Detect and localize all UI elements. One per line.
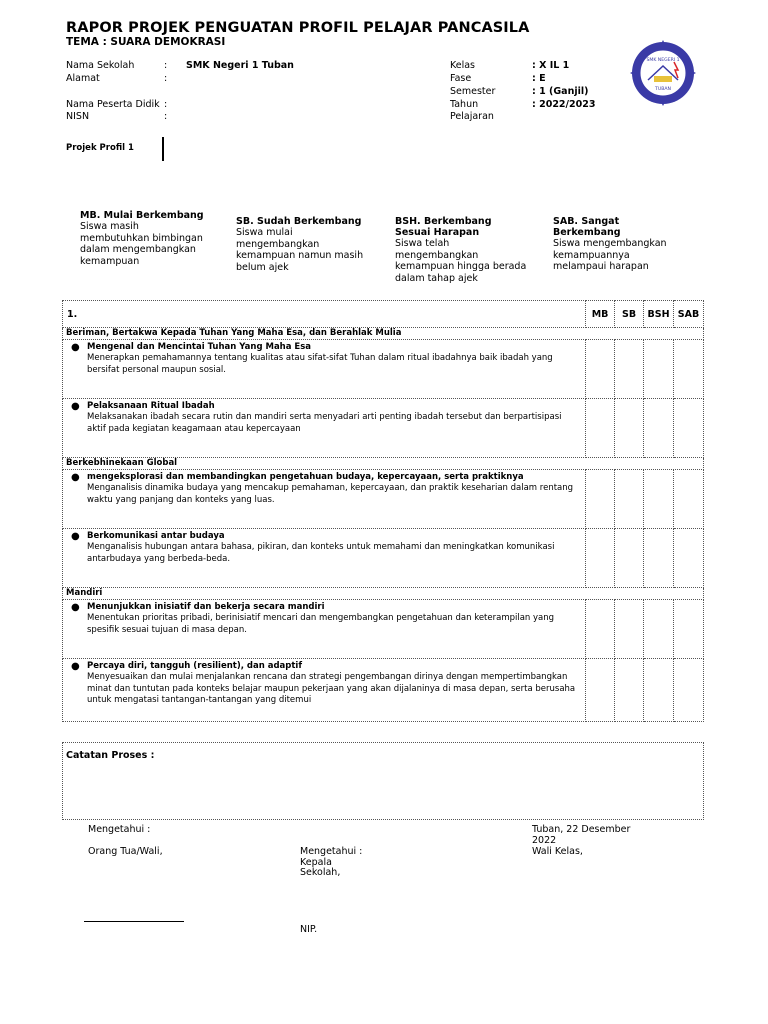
- scale-sb: [236, 216, 368, 273]
- element-desc: Menganalisis hubungan antara bahasa, pikiran, dan konteks untuk memahami dan meningkatkan komunikasi antarbudaya yang berbeda-beda.: [87, 542, 555, 564]
- project-label: Projek Profil 1: [66, 143, 134, 153]
- table-row: [63, 529, 704, 588]
- element-desc: Melaksanakan ibadah secara rutin dan mandiri serta menyadari arti penting ibadah tersebut dan berpartisipasi aktif pada kegiatan keagamaan atau kepercayaan: [87, 412, 562, 434]
- element-cell: [63, 659, 586, 722]
- score-sb-cell[interactable]: [615, 600, 644, 659]
- score-mb-cell[interactable]: [586, 600, 615, 659]
- element-title: mengeksplorasi dan membandingkan pengetahuan budaya, kepercayaan, serta praktiknya: [87, 472, 524, 482]
- element-cell: [63, 600, 586, 659]
- label-phase: Fase: [450, 73, 472, 84]
- bullet-icon: ●: [71, 661, 80, 672]
- score-sab-cell[interactable]: [674, 399, 704, 458]
- header-mb: MB: [586, 301, 615, 328]
- score-mb-cell[interactable]: [586, 529, 615, 588]
- score-sab-cell[interactable]: [674, 600, 704, 659]
- element-title: Mengenal dan Mencintai Tuhan Yang Maha Esa: [87, 342, 312, 352]
- label-school: Nama Sekolah: [66, 60, 135, 71]
- dimension-row: [63, 328, 704, 340]
- element-desc: Menentukan prioritas pribadi, berinisiatif mencari dan mengembangkan pengetahuan dan keterampilan yang spesifik sesuai tujuan di masa depan.: [87, 613, 555, 635]
- label-class: Kelas: [450, 60, 476, 71]
- label-nisn: NISN: [66, 111, 90, 122]
- principal-label-2: Sekolah,: [300, 867, 341, 878]
- value-phase: : E: [532, 73, 546, 84]
- principal-knows-label: Mengetahui :: [300, 846, 363, 857]
- dimension-name: Mandiri: [63, 588, 704, 600]
- sep-nisn: :: [164, 111, 168, 122]
- dimension-name: Berkebhinekaan Global: [63, 458, 704, 470]
- element-title: Percaya diri, tangguh (resilient), dan adaptif: [87, 661, 303, 671]
- page-title: RAPOR PROJEK PENGUATAN PROFIL PELAJAR PANCASILA: [66, 20, 530, 36]
- element-cell: [63, 340, 586, 399]
- scale-sab-head: SAB. Sangat Berkembang: [553, 216, 621, 238]
- scale-sb-head: SB. Sudah Berkembang: [236, 216, 362, 227]
- process-notes-box[interactable]: [62, 742, 704, 820]
- bullet-icon: ●: [71, 602, 80, 613]
- score-bsh-cell[interactable]: [644, 470, 674, 529]
- element-title: Pelaksanaan Ritual Ibadah: [87, 401, 215, 411]
- value-semester: : 1 (Ganjil): [532, 86, 589, 97]
- dimension-row: [63, 588, 704, 600]
- header-sab: SAB: [674, 301, 704, 328]
- score-sb-cell[interactable]: [615, 529, 644, 588]
- scale-mb-desc: Siswa masih membutuhkan bimbingan dalam mengembangkan kemampuan: [80, 221, 203, 267]
- bullet-icon: ●: [71, 342, 80, 353]
- principal-label-1: Kepala: [300, 857, 332, 868]
- label-year: Tahun Pelajaran: [450, 99, 494, 122]
- parent-label: Orang Tua/Wali,: [88, 846, 163, 857]
- table-row: [63, 470, 704, 529]
- label-student-name: Nama Peserta Didik: [66, 99, 160, 110]
- score-mb-cell[interactable]: [586, 659, 615, 722]
- table-row: [63, 340, 704, 399]
- sep-school: :: [164, 60, 168, 71]
- svg-text:SMK NEGERI 1: SMK NEGERI 1: [646, 58, 680, 63]
- table-row: [63, 600, 704, 659]
- score-bsh-cell[interactable]: [644, 399, 674, 458]
- bullet-icon: ●: [71, 472, 80, 483]
- place-date-2: 2022: [532, 835, 557, 846]
- scale-bsh-head: BSH. Berkembang Sesuai Harapan: [395, 216, 492, 238]
- bullet-icon: ●: [71, 531, 80, 542]
- score-sab-cell[interactable]: [674, 659, 704, 722]
- bullet-icon: ●: [71, 401, 80, 412]
- text-cursor: [162, 137, 164, 161]
- element-cell: [63, 399, 586, 458]
- score-sb-cell[interactable]: [615, 659, 644, 722]
- element-desc: Menganalisis dinamika budaya yang mencakup pemahaman, kepercayaan, dan praktik keseharian dalam rentang waktu yang panjang dan konteks yang luas.: [87, 483, 574, 505]
- value-school: SMK Negeri 1 Tuban: [186, 60, 294, 71]
- score-bsh-cell[interactable]: [644, 600, 674, 659]
- element-desc: Menyesuaikan dan mulai menjalankan rencana dan strategi pengembangan dirinya dengan mempertimbangkan minat dan tuntutan pada konteks belajar maupun pekerjaan yang akan dijalaninya di masa depan, serta berusaha untuk mengatasi tantangan-tantangan yang ditemui: [87, 672, 576, 705]
- label-address: Alamat: [66, 73, 100, 84]
- sep-student-name: :: [164, 99, 168, 110]
- scale-bsh: [395, 216, 529, 284]
- element-cell: [63, 529, 586, 588]
- score-sb-cell[interactable]: [615, 340, 644, 399]
- label-semester: Semester: [450, 86, 496, 97]
- element-cell: [63, 470, 586, 529]
- table-row: [63, 399, 704, 458]
- process-notes-label: Catatan Proses :: [66, 750, 155, 761]
- header-sb: SB: [615, 301, 644, 328]
- svg-text:TUBAN: TUBAN: [655, 87, 671, 92]
- score-sab-cell[interactable]: [674, 340, 704, 399]
- element-title: Menunjukkan inisiatif dan bekerja secara mandiri: [87, 602, 325, 612]
- score-bsh-cell[interactable]: [644, 659, 674, 722]
- parent-signature-line: [84, 921, 184, 922]
- theme-title: TEMA : SUARA DEMOKRASI: [66, 36, 226, 48]
- assessment-table: [62, 300, 704, 722]
- score-bsh-cell[interactable]: [644, 529, 674, 588]
- table-header-row: [63, 301, 704, 328]
- sep-address: :: [164, 73, 168, 84]
- place-date-1: Tuban, 22 Desember: [532, 824, 631, 835]
- table-row: [63, 659, 704, 722]
- scale-bsh-desc: Siswa telah mengembangkan kemampuan hingga berada dalam tahap ajek: [395, 238, 527, 284]
- value-class: : X IL 1: [532, 60, 570, 71]
- score-bsh-cell[interactable]: [644, 340, 674, 399]
- principal-nip: NIP.: [300, 924, 318, 935]
- score-mb-cell[interactable]: [586, 399, 615, 458]
- scale-sb-desc: Siswa mulai mengembangkan kemampuan namun masih belum ajek: [236, 227, 364, 273]
- score-sab-cell[interactable]: [674, 470, 704, 529]
- score-mb-cell[interactable]: [586, 470, 615, 529]
- score-sab-cell[interactable]: [674, 529, 704, 588]
- header-number: 1.: [63, 301, 586, 328]
- school-logo: [630, 40, 696, 106]
- score-sb-cell[interactable]: [615, 399, 644, 458]
- parent-knows-label: Mengetahui :: [88, 824, 151, 835]
- score-sb-cell[interactable]: [615, 470, 644, 529]
- score-mb-cell[interactable]: [586, 340, 615, 399]
- scale-mb-head: MB. Mulai Berkembang: [80, 210, 204, 221]
- dimension-row: [63, 458, 704, 470]
- scale-sab-desc: Siswa mengembangkan kemampuannya melampaui harapan: [553, 238, 667, 272]
- homeroom-label: Wali Kelas,: [532, 846, 583, 857]
- dimension-name: Beriman, Bertakwa Kepada Tuhan Yang Maha Esa, dan Berahlak Mulia: [63, 328, 704, 340]
- element-title: Berkomunikasi antar budaya: [87, 531, 225, 541]
- header-bsh: BSH: [644, 301, 674, 328]
- element-desc: Menerapkan pemahamannya tentang kualitas atau sifat-sifat Tuhan dalam ritual ibadahnya baik ibadah yang bersifat personal maupun sosial.: [87, 353, 553, 375]
- scale-sab: [553, 216, 673, 273]
- scale-mb: [80, 210, 210, 267]
- value-year: : 2022/2023: [532, 99, 596, 110]
